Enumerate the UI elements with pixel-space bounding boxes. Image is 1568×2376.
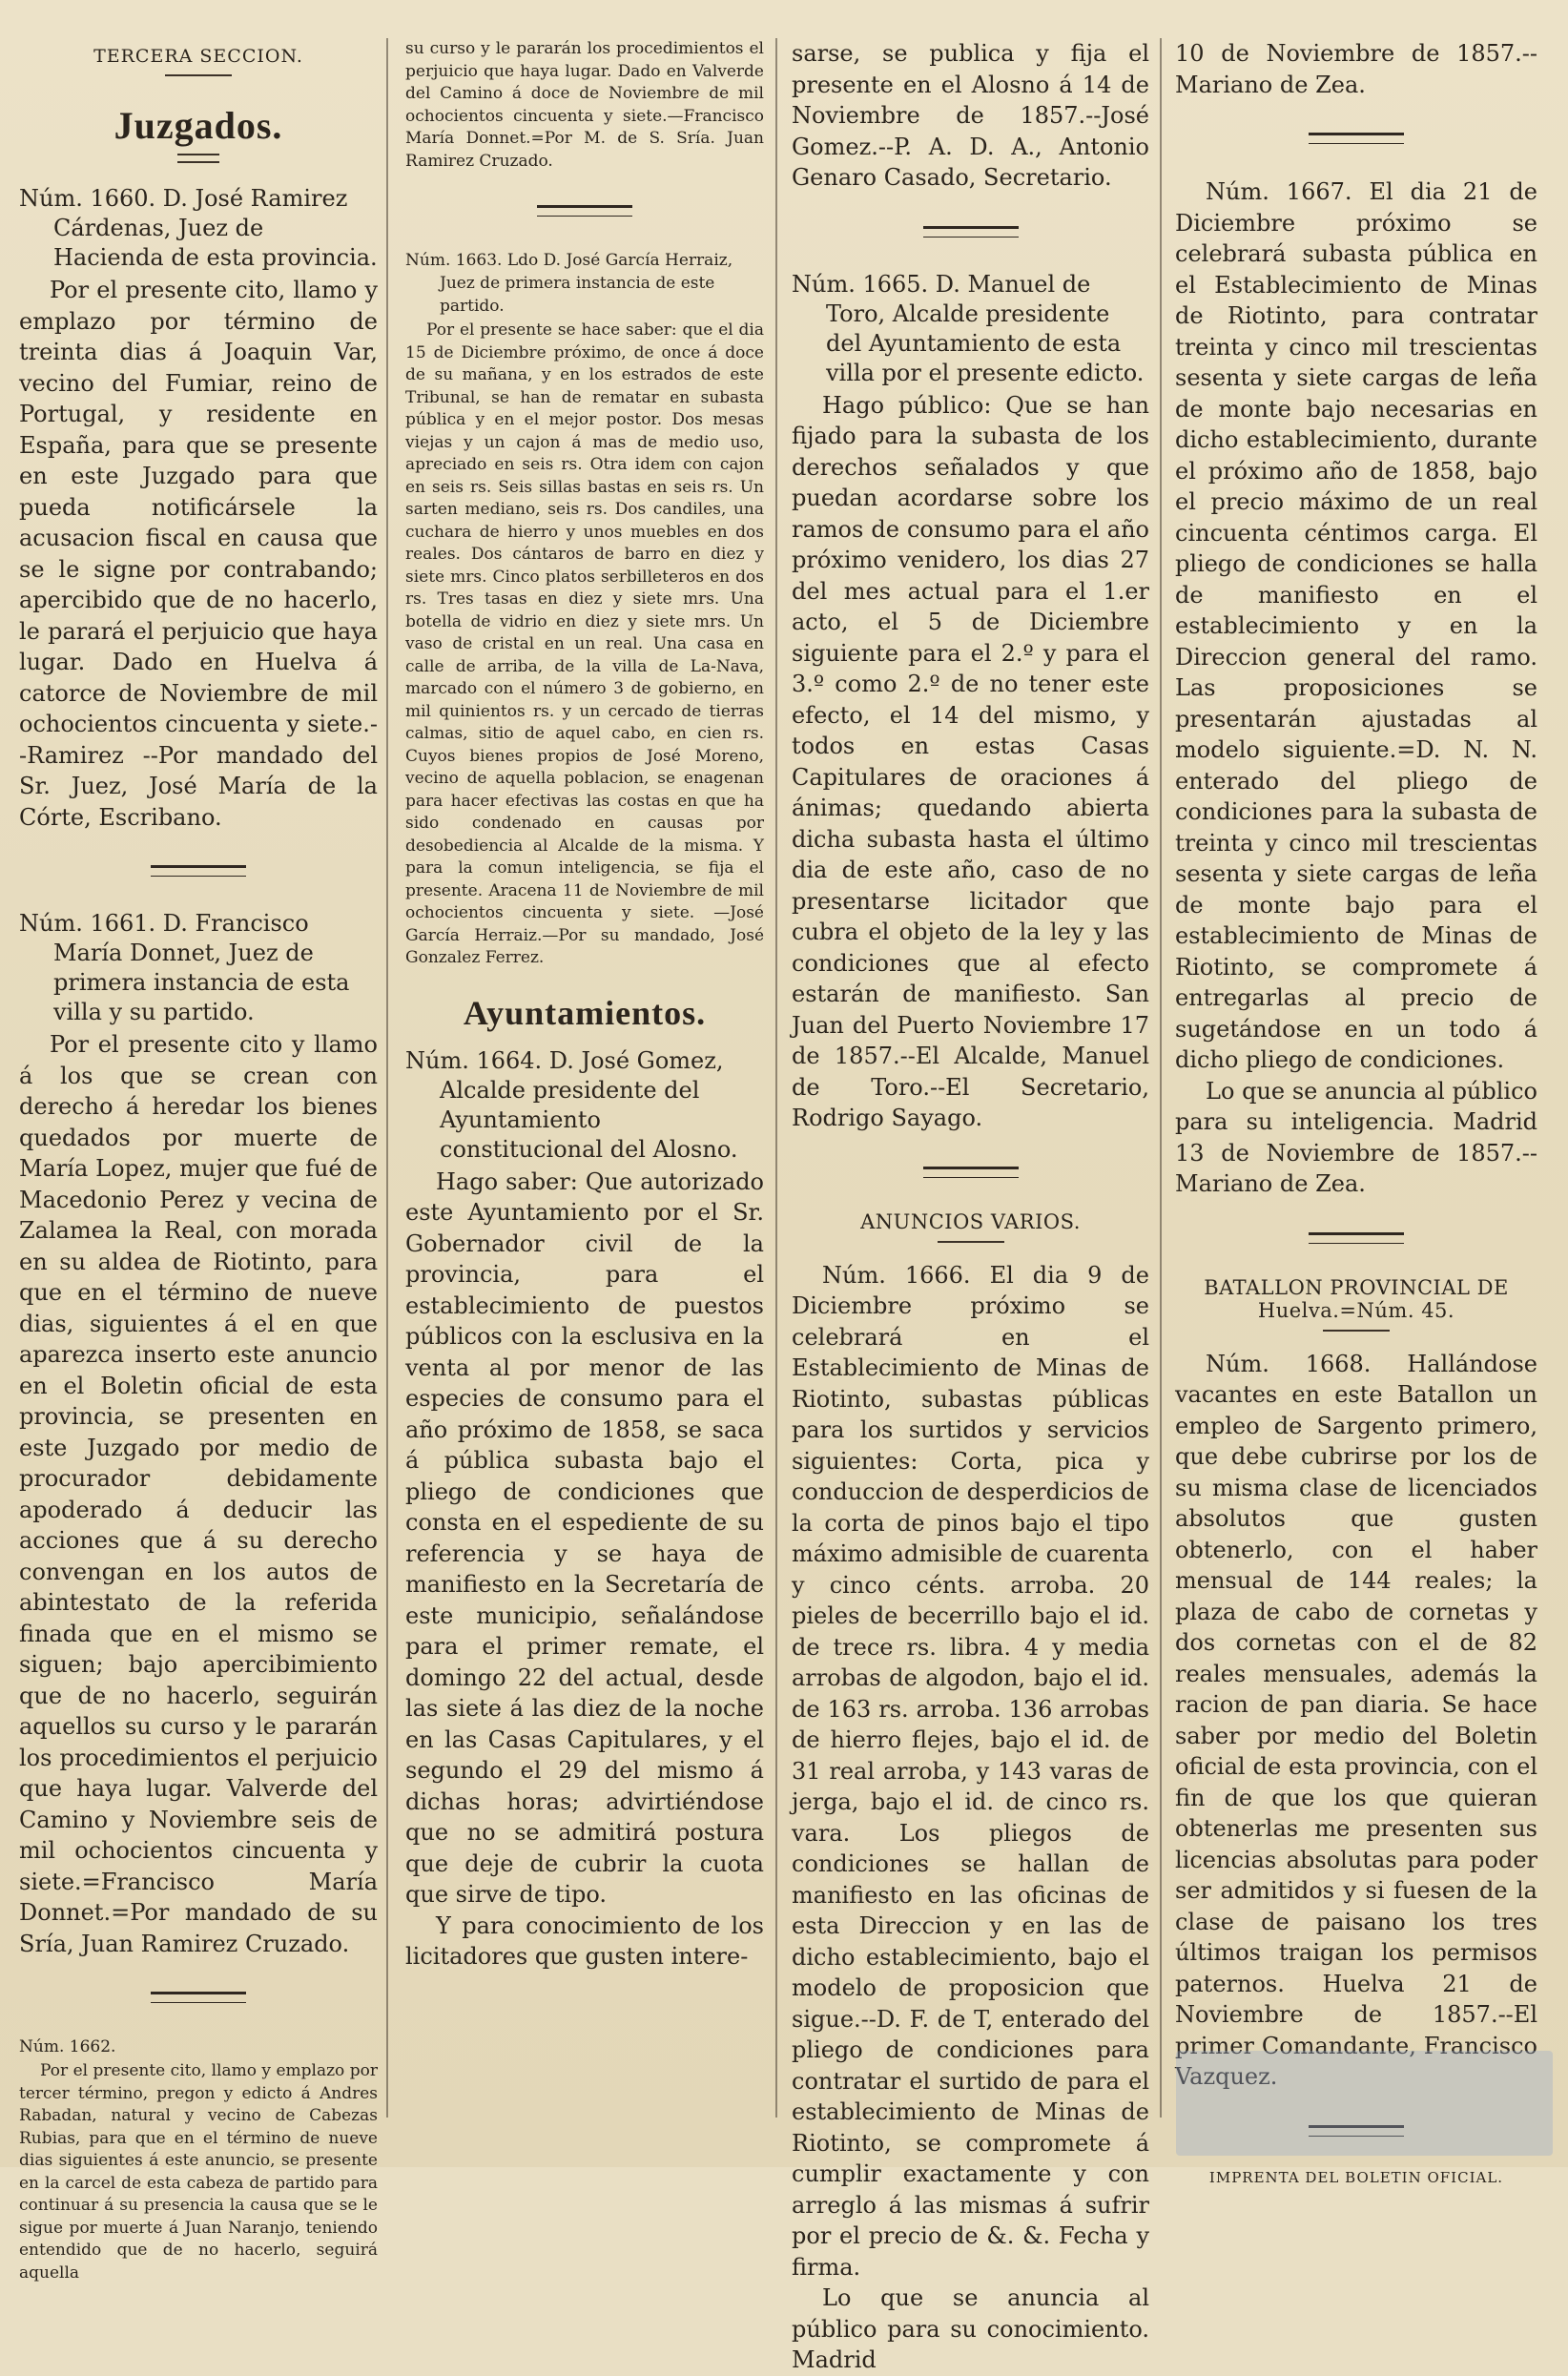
- entry-1668: [1175, 1349, 1537, 2093]
- library-stamp: [1176, 2051, 1553, 2156]
- entry-1667: [1175, 176, 1537, 1200]
- entry-head: Núm. 1663. Ldo D. José García Herraiz, Juez de primera instancia de este partido.: [405, 251, 733, 316]
- column-2: [405, 38, 764, 2146]
- divider: [1309, 1232, 1404, 1244]
- entry-text: Por el presente se hace saber: que el dia 15 de Diciembre próximo, de once á doce de su mañana, y en los estrados de este Tribunal, se han de rematar en subasta pública y en el mejor postor. Dos mesas viejas y un cajon á mas de medio uso, apreciado en seis rs. Otra idem con cajon en seis rs. Seis sillas bastas en seis rs. Un sarten mediano, seis rs. Dos candiles, una cuchara de hierro y unos muebles en dos reales. Dos cántaros de barro en diez y siete mrs. Cinco platos serbilleteros en dos rs. Tres tasas en diez y siete mrs. Una botella de vidrio en diez y siete mrs. Un vaso de cristal en un real. Una casa en calle de arriba, de la villa de La-Nava, marcado con el número 3 de gobierno, en mil quinientos rs. y un cercado de tierras calmas, sitio de aquel cabo, en cien rs. Cuyos bienes propios de José Moreno, vecino de aquella poblacion, se enagenan para hacer efectivas las costas en que ha sido condenado en causas por desobediencia al Alcalde de la misma. Y para la comun inteligencia, se fija el presente. Aracena 11 de Noviembre de mil ochocientos cincuenta y siete. —José García Herraiz.—Por su mandado, José Gonzalez Ferrez.: [405, 320, 764, 967]
- entry-1661: [19, 909, 378, 1959]
- entry-1666: [792, 1260, 1149, 2376]
- batallon-title: BATALLON PROVINCIAL DE Huelva.=Núm. 45.: [1204, 1275, 1509, 1322]
- section-title: TERCERA SECCION.: [93, 46, 303, 67]
- entry-text: Hago público: Que se han fijado para la subasta de los derechos señalados y que puedan acordarse sobre los ramos de consumo para el año próximo venidero, los dias 27 del mes actual para el 1.er acto, el 5 de Diciembre siguiente para el 2.º y para el 3.º como 2.º de no tener este efecto, el 14 del mismo, y todos en estas Casas Capitulares de oraciones á ánimas; quedando abierta dicha subasta hasta el último dia de este año, caso de no presentarse licitador que cubra el objeto de la ley y las condiciones que al efecto estarán de manifiesto. San Juan del Puerto Noviembre 17 de 1857.--El Alcalde, Manuel de Toro.--El Secretario, Rodrigo Sayago.: [792, 391, 1149, 1131]
- entry-1662: [19, 2035, 378, 2284]
- divider: [923, 1167, 1019, 1178]
- entry-text: Hago saber: Que autorizado este Ayuntamiento por el Sr. Gobernador civil de la provincia, para el establecimiento de puestos públicos con la esclusiva en la venta al por menor de las especies de consumo para el año próximo de 1858, se saca á pública subasta bajo el pliego de condiciones que consta en el espediente de su referencia y se haya de manifiesto en la Secretaría de este municipio, señalándose para el primer remate, el domingo 22 del actual, desde las siete á las diez de la noche en las Casas Capitulares, y el segundo el 29 del mismo á dichas horas; advirtiéndose que no se admitirá postura que deje de cubrir la cuota que sirve de tipo.: [405, 1167, 764, 1908]
- entry-head: Núm. 1664. D. José Gomez, Alcalde presidente del Ayuntamiento constitucional del Alosno.: [405, 1046, 738, 1163]
- divider: [923, 226, 1019, 238]
- entry-1660: [19, 184, 378, 833]
- divider: [537, 205, 632, 217]
- divider: [938, 1241, 1004, 1243]
- divider: [177, 154, 219, 163]
- entry-1664: [405, 1046, 764, 1973]
- entry-text: Núm. 1667. El dia 21 de Diciembre próximo se celebrará subasta pública en el Establecimiento de Minas de Riotinto, para contratar treinta y cinco mil trescientas sesenta y siete cargas de leña de monte bajo necesarias en dicho establecimiento, durante el próximo año de 1858, bajo el precio máximo de un real cincuenta céntimos carga. El pliego de condiciones se halla de manifiesto en el establecimiento y en la Direccion general del ramo. Las proposiciones se presentarán ajustadas al modelo siguiente.=D. N. N. enterado del pliego de condiciones para la subasta de treinta y cinco mil trescientas sesenta y siete cargas de leña de monte bajo para el establecimiento de Minas de Riotinto, se compromete á entregarlas al precio de sugetándose en un todo á dicho pliego de condiciones.: [1175, 178, 1537, 1073]
- imprenta-footer: IMPRENTA DEL BOLETIN OFICIAL.: [1208, 2168, 1504, 2186]
- column-divider: [386, 38, 388, 2118]
- entry-text: Y para conocimiento de los licitadores que gusten intere-: [405, 1911, 764, 1970]
- entry-text: Lo que se anuncia al público para su inteligencia. Madrid 13 de Noviembre de 1857.--Mariano de Zea.: [1175, 1077, 1537, 1197]
- column-divider: [1160, 38, 1162, 2118]
- entry-text: Núm. 1666. El dia 9 de Diciembre próximo se celebrará en el Establecimiento de Minas de Riotinto, subastas públicas para los surtidos y servicios siguientes: Corta, pica y conduccion de desperdicios de la corta de pinos bajo el tipo máximo admisible de cuarenta y cinco cénts. arroba. 20 pieles de becerrillo bajo el id. de trece rs. libra. 4 y media arrobas de algodon, bajo el id. de 163 rs. arroba. 136 arrobas de hierro flejes, bajo el id. de 31 real arroba, y 143 varas de jerga, bajo el id. de cinco rs. vara. Los pliegos de condiciones se hallan de manifiesto en las oficinas de esta Direccion y en las de dicho establecimiento, bajo el modelo de proposicion que sigue.--D. F. de T, enterado del pliego de condiciones para contratar el surtido de para el establecimiento de Minas de Riotinto, se compromete á cumplir exactamente y con arreglo á las mismas á sufrir por el precio de &. &. Fecha y firma.: [792, 1261, 1149, 2281]
- entry-text: Núm. 1668. Hallándose vacantes en este Batallon un empleo de Sargento primero, que debe cubrirse por los de su misma clase de licenciados absolutos que gusten obtenerlo, con el haber mensual de 144 reales; la plaza de cabo de cornetas y dos cornetas con el de 82 reales mensuales, además la racion de pan diaria. Se hace saber por medio del Boletin oficial de esta provincia, con el fin de que los que quieran obtenerlas me presenten sus licencias absolutas para poder ser admitidos y si fuesen de la clase de paisano los tres últimos traigan los permisos paternos. Huelva 21 de Noviembre de 1857.--El primer Comandante, Francisco Vazquez.: [1175, 1350, 1537, 2090]
- divider: [1323, 1330, 1390, 1332]
- column-1: [19, 38, 378, 2283]
- divider: [151, 1992, 246, 2003]
- column-4: [1175, 38, 1537, 2186]
- entry-head: Núm. 1660. D. José Ramirez Cárdenas, Juez de Hacienda de esta provincia.: [19, 185, 378, 271]
- entry-text: Por el presente cito, llamo y emplazo por tercer término, pregon y edicto á Andres Rabadan, natural y vecino de Cabezas Rubias, para que en el término de nueve dias siguientes á este anuncio, se presente en la carcel de esta cabeza de partido para continuar á su presencia la causa que se le sigue por muerte á Juan Naranjo, teniendo entendido que de no hacerlo, seguirá aquella: [19, 2061, 378, 2283]
- divider: [165, 74, 232, 76]
- divider: [151, 865, 246, 877]
- continued-text: 10 de Noviembre de 1857.--Mariano de Zea.: [1175, 40, 1537, 98]
- entry-text: Lo que se anuncia al público para su conocimiento. Madrid: [792, 2284, 1149, 2373]
- entry-text: Por el presente cito, llamo y emplazo por término de treinta dias á Joaquin Var, vecino del Fumiar, reino de Portugal, y residente en España, para que se presente en este Juzgado para que pueda notificársele la acusacion fiscal en causa que se le signe por contrabando; apercibido que de no hacerlo, le parará el perjuicio que haya lugar. Dado en Huelva á catorce de Noviembre de mil ochocientos cincuenta y siete.--Ramirez --Por mandado del Sr. Juez, José María de la Córte, Escribano.: [19, 277, 378, 831]
- entry-head: Núm. 1662.: [19, 2037, 116, 2056]
- entry-head: Núm. 1661. D. Francisco María Donnet, Juez de primera instancia de esta villa y su partido.: [19, 910, 350, 1025]
- entry-text: Por el presente cito y llamo á los que se crean con derecho á heredar los bienes quedados por muerte de María Lopez, mujer que fué de Macedonio Perez y vecina de Zalamea la Real, con morada en su aldea de Riotinto, para que en el término de nueve dias, siguientes á el en que aparezca inserto este anuncio en el Boletin oficial de esta provincia, se presenten en este Juzgado por medio de procurador debidamente apoderado á deducir las acciones que á su derecho convengan en los autos de abintestato de la referida finada que en el mismo se siguen; bajo apercibimiento que de no hacerlo, seguirán aquellos su curso y le pararán los procedimientos el perjuicio que haya lugar. Valverde del Camino y Noviembre seis de mil ochocientos cincuenta y siete.=Francisco María Donnet.=Por mandado de su Sría, Juan Ramirez Cruzado.: [19, 1031, 378, 1957]
- heading-juzgados: Juzgados.: [113, 104, 283, 147]
- continued-text: su curso y le pararán los procedimientos el perjuicio que haya lugar. Dado en Valverde del Camino á doce de Noviembre de mil ochocientos cincuenta y siete.—Francisco María Donnet.=Por M. de S. Sría. Juan Ramirez Cruzado.: [405, 39, 764, 171]
- column-divider: [775, 38, 777, 2118]
- column-3: [792, 38, 1149, 2373]
- heading-ayuntamientos: Ayuntamientos.: [463, 993, 707, 1032]
- entry-1663: [405, 249, 764, 970]
- continued-text: sarse, se publica y fija el presente en el Alosno á 14 de Noviembre de 1857.--José Gomez.--P. A. D. A., Antonio Genaro Casado, Secretario.: [792, 40, 1149, 191]
- anuncios-title: ANUNCIOS VARIOS.: [860, 1209, 1081, 1233]
- entry-head: Núm. 1665. D. Manuel de Toro, Alcalde presidente del Ayuntamiento de esta villa por el presente edicto.: [792, 270, 1145, 386]
- entry-1665: [792, 270, 1149, 1134]
- divider: [1309, 133, 1404, 144]
